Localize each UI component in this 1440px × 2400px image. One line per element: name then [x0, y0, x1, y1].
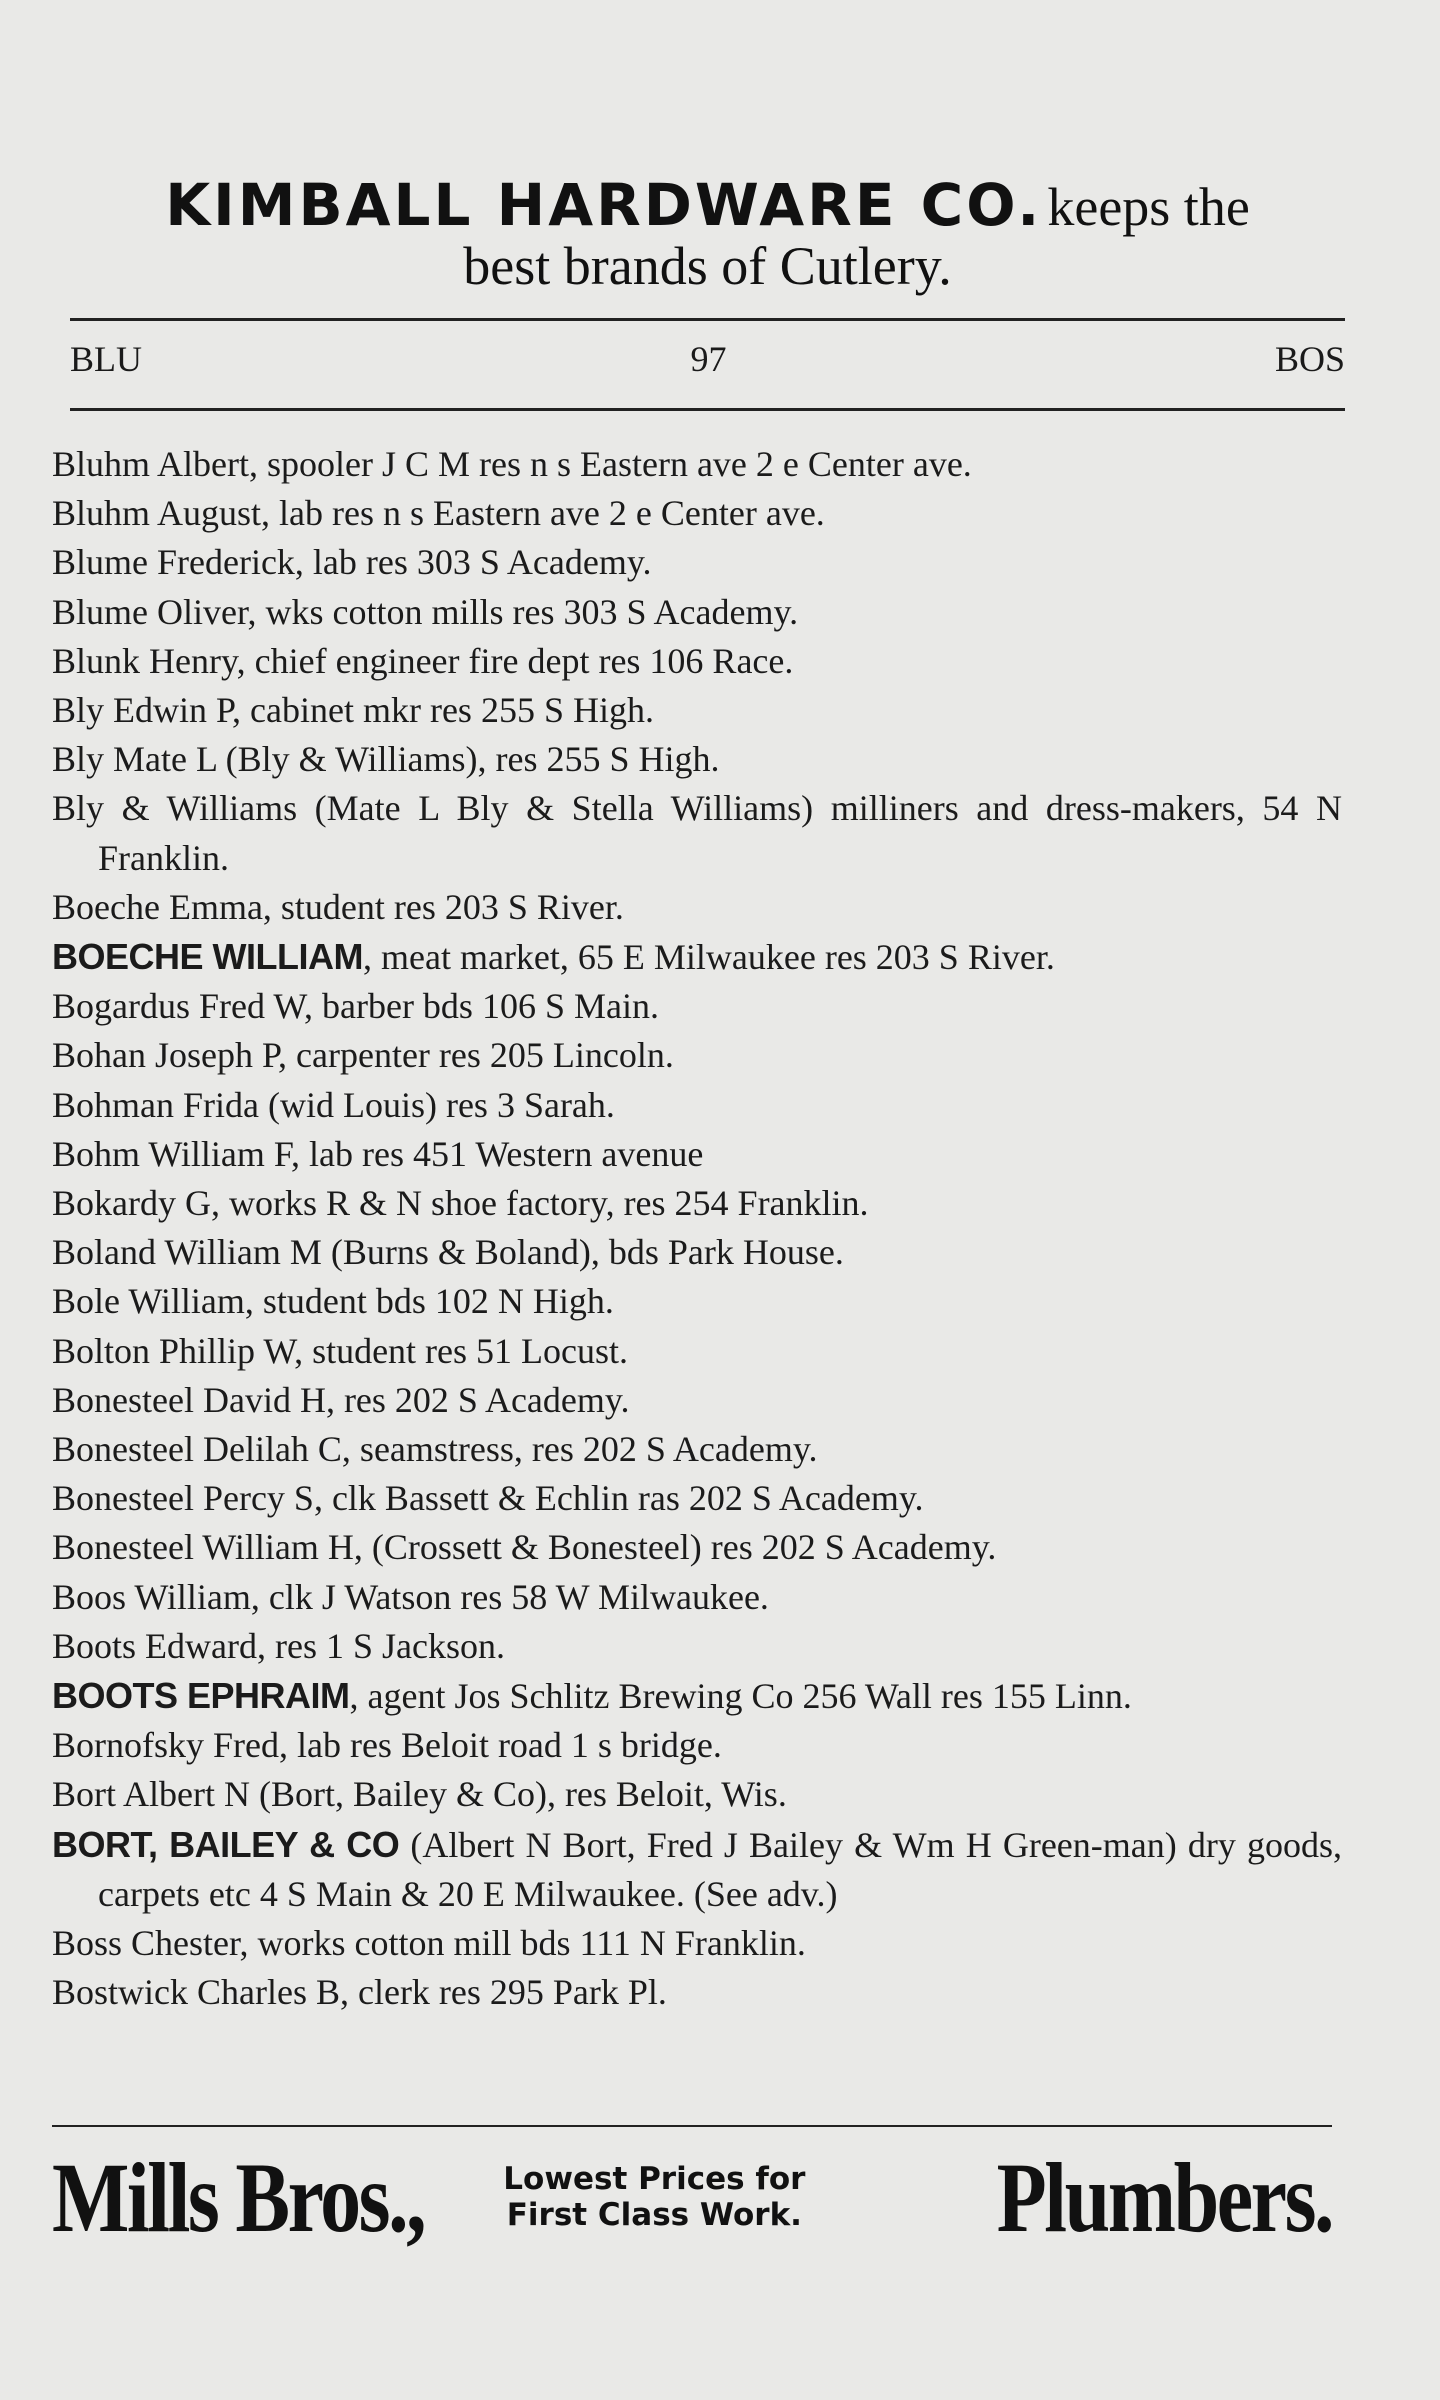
header-rule-top: [70, 318, 1345, 321]
directory-entry: [52, 932, 1342, 982]
directory-entry: [52, 1671, 1342, 1721]
entry-text: Bohman Frida (wid Louis) res 3 Sarah.: [52, 1084, 615, 1125]
directory-entry: [52, 588, 1342, 637]
directory-entry: [52, 1721, 1342, 1770]
entry-text: Bostwick Charles B, clerk res 295 Park Pl.: [52, 1972, 667, 2013]
entry-text: Bluhm Albert, spooler J C M res n s Eastern ave 2 e Center ave.: [52, 444, 972, 484]
directory-entry: [52, 1179, 1342, 1228]
ad-tagline-end: best brands of Cutlery.: [463, 235, 952, 296]
entry-text: Bolton Phillip W, student res 51 Locust.: [52, 1330, 629, 1371]
directory-entries: [52, 440, 1342, 2018]
directory-entry: [52, 1573, 1342, 1622]
directory-entry: [52, 686, 1342, 735]
entry-text: Bonesteel Percy S, clk Bassett & Echlin ras 202 S Academy.: [52, 1478, 924, 1519]
entry-text: Bokardy G, works R & N shoe factory, res 254 Franklin.: [52, 1183, 869, 1224]
top-advertisement: [70, 172, 1345, 297]
directory-entry: [52, 1820, 1342, 1919]
entry-text: Bly Edwin P, cabinet mkr res 255 S High.: [52, 690, 654, 731]
directory-entry: [52, 1277, 1342, 1326]
entry-text: Bort Albert N (Bort, Bailey & Co), res Beloit, Wis.: [52, 1774, 787, 1815]
entry-text: Bornofsky Fred, lab res Beloit road 1 s bridge.: [52, 1725, 722, 1766]
directory-entry: [52, 883, 1342, 932]
entry-text: Bonesteel William H, (Crossett & Bonesteel) res 202 S Academy.: [52, 1527, 997, 1568]
running-head-left: BLU: [70, 339, 142, 379]
ad-company-name: Mills Bros.,: [52, 2142, 425, 2253]
directory-entry: [52, 538, 1342, 587]
directory-entry: [52, 1474, 1342, 1523]
directory-entry: [52, 489, 1342, 538]
entry-text: Blunk Henry, chief engineer fire dept res 106 Race.: [52, 640, 794, 681]
directory-entry: [52, 440, 1342, 489]
directory-entry: [52, 1425, 1342, 1474]
ad-slogan-line2: First Class Work.: [506, 2196, 802, 2233]
entry-text: Bly & Williams (Mate L Bly & Stella Williams) milliners and dress-makers, 54 N Franklin.: [52, 788, 1342, 878]
entry-text: Boeche Emma, student res 203 S River.: [52, 886, 624, 927]
ad-trade: Plumbers.: [996, 2142, 1332, 2253]
entry-text: Bonesteel Delilah C, seamstress, res 202 S Academy.: [52, 1429, 818, 1470]
entry-text: Boos William, clk J Watson res 58 W Milwaukee.: [52, 1576, 769, 1617]
entry-text: Bohan Joseph P, carpenter res 205 Lincoln.: [52, 1035, 674, 1076]
entry-text: Boots Edward, res 1 S Jackson.: [52, 1625, 505, 1666]
entry-bold-name: BORT, BAILEY & CO: [52, 1823, 400, 1865]
directory-entry: [52, 1031, 1342, 1080]
ad-brand-name: KIMBALL HARDWARE CO.: [165, 171, 1043, 239]
entry-text: Blume Oliver, wks cotton mills res 303 S Academy.: [52, 591, 799, 632]
directory-entry: [52, 1770, 1342, 1819]
entry-text: Bonesteel David H, res 202 S Academy.: [52, 1379, 630, 1420]
entry-text: , agent Jos Schlitz Brewing Co 256 Wall res 155 Linn.: [349, 1676, 1132, 1717]
directory-entry: [52, 1919, 1342, 1968]
entry-text: Bole William, student bds 102 N High.: [52, 1281, 614, 1322]
directory-entry: [52, 1327, 1342, 1376]
directory-entry: [52, 1523, 1342, 1572]
running-head-right: BOS: [1274, 339, 1345, 379]
directory-entry: [52, 735, 1342, 784]
entry-bold-name: BOOTS EPHRAIM: [52, 1675, 350, 1717]
directory-entry: [52, 1622, 1342, 1671]
entry-text: Boland William M (Burns & Boland), bds Park House.: [52, 1232, 844, 1273]
entry-text: Bly Mate L (Bly & Williams), res 255 S High.: [52, 739, 720, 780]
entry-text: Bluhm August, lab res n s Eastern ave 2 e Center ave.: [52, 493, 825, 534]
directory-entry: [52, 1228, 1342, 1277]
directory-entry: [52, 1376, 1342, 1425]
page-number: 97: [690, 339, 727, 379]
header-rule-bottom: [70, 408, 1345, 411]
entry-text: (Albert N Bort, Fred J Bailey & Wm H Green-man) dry goods, carpets etc 4 S Main & 20 E Milwaukee. (See adv.): [98, 1824, 1342, 1914]
entry-text: , meat market, 65 E Milwaukee res 203 S River.: [362, 937, 1055, 978]
running-head: [70, 338, 1345, 380]
entry-text: Bogardus Fred W, barber bds 106 S Main.: [52, 986, 659, 1027]
directory-entry: [52, 1968, 1342, 2017]
entry-text: Bohm William F, lab res 451 Western avenue: [52, 1133, 704, 1174]
entry-text: Boss Chester, works cotton mill bds 111 N Franklin.: [52, 1923, 806, 1964]
directory-entry: [52, 1081, 1342, 1130]
ad-tagline-start: keeps the: [1047, 177, 1250, 237]
directory-entry: [52, 637, 1342, 686]
ad-slogan-line1: Lowest Prices for: [503, 2160, 806, 2197]
footer-rule: [52, 2125, 1332, 2127]
directory-entry: [52, 982, 1342, 1031]
entry-bold-name: BOECHE WILLIAM: [52, 936, 363, 978]
ad-slogan: [503, 2162, 805, 2233]
directory-entry: [52, 1130, 1342, 1179]
directory-entry: [52, 784, 1342, 882]
bottom-advertisement: [52, 2140, 1332, 2255]
entry-text: Blume Frederick, lab res 303 S Academy.: [52, 542, 652, 583]
